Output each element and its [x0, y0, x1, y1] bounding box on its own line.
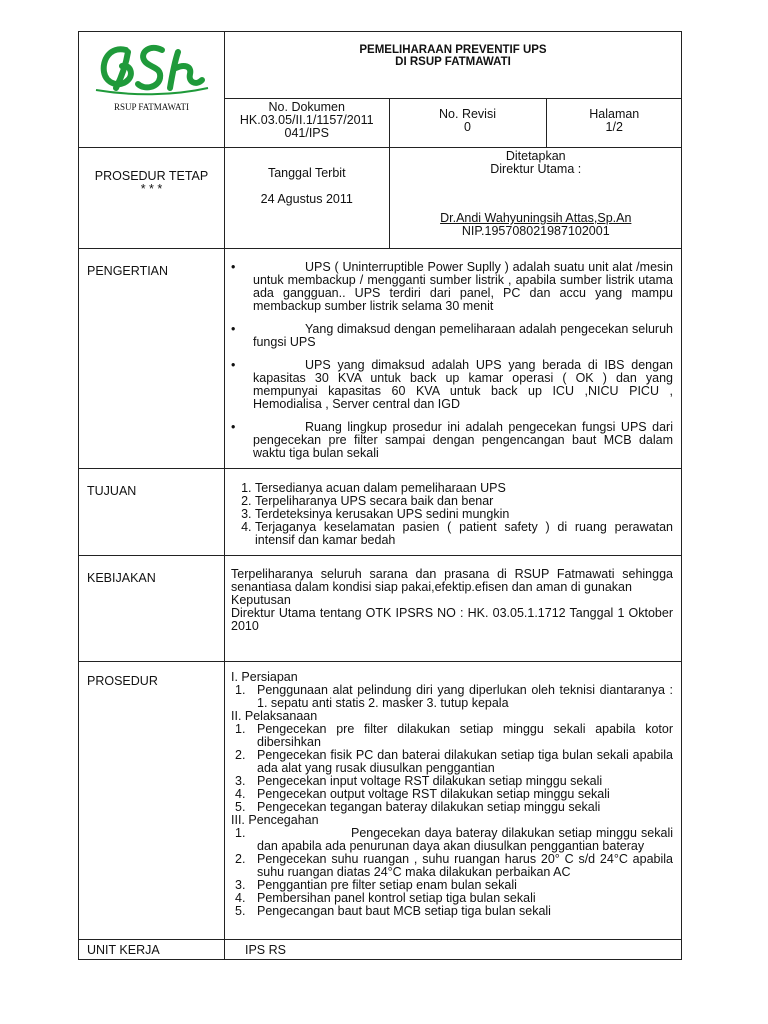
list-item: 5. Pengecekan tegangan bateray dilakukan setiap minggu sekali	[235, 800, 601, 814]
section-title-pencegahan: III. Pencegahan	[231, 813, 319, 827]
list-item: 1. Pengecekan pre filter dilakukan setiap minggu sekali apabila kotor dibersihkan	[235, 722, 673, 749]
list-item: 2. Pengecekan fisik PC dan baterai dilakukan setiap tiga bulan sekali apabila ada alat yang rusak diusulkan penggantian	[235, 748, 673, 775]
pencegahan-list	[231, 827, 673, 918]
protap-stars: * * *	[140, 182, 163, 196]
sop-table	[78, 31, 682, 960]
no-revisi-label: No. Revisi	[439, 107, 496, 121]
document-title-line2: DI RSUP FATMAWATI	[395, 56, 511, 68]
list-item: 4. Pengecekan output voltage RST dilakukan setiap minggu sekali	[235, 787, 610, 801]
list-item: 2. Pengecekan suhu ruangan , suhu ruangan harus 20° C s/d 24°C apabila suhu ruangan diatas 24°C maka dilakukan perbaikan AC	[235, 852, 673, 879]
list-item: 2. Terpeliharanya UPS secara baik dan benar	[255, 495, 673, 508]
direktur-text: Direktur Utama :	[490, 162, 582, 176]
pengertian-list	[231, 261, 673, 460]
tujuan-list	[231, 482, 673, 547]
bullet-icon: •	[231, 358, 236, 372]
kebijakan-content	[225, 556, 682, 662]
halaman-label: Halaman	[589, 107, 640, 121]
tanggal-label: Tanggal Terbit	[267, 166, 346, 180]
no-dokumen-cell	[225, 99, 389, 147]
list-item: 3. Penggantian pre filter setiap enam bulan sekali	[235, 878, 517, 892]
halaman-cell	[546, 99, 682, 147]
hospital-name: RSUP FATMAWATI	[113, 102, 190, 112]
doc-info-cell	[225, 99, 682, 148]
list-item: 4. Pembersihan panel kontrol setiap tiga bulan sekali	[235, 891, 536, 905]
no-revisi-cell	[389, 99, 546, 147]
list-item: 1. Tersedianya acuan dalam pemeliharaan UPS	[255, 482, 673, 495]
no-dokumen-value-2: 041/IPS	[284, 126, 329, 140]
ditetapkan-text: Ditetapkan	[505, 149, 566, 163]
halaman-value: 1/2	[605, 120, 623, 134]
list-item: 5. Pengecangan baut baut MCB setiap tiga bulan sekali	[235, 904, 551, 918]
bullet-icon: •	[231, 260, 236, 274]
list-item: 3. Terdeteksinya kerusakan UPS sedini mungkin	[255, 508, 673, 521]
list-item: • Yang dimaksud dengan pemeliharaan adalah pengecekan seluruh fungsi UPS	[231, 322, 673, 349]
document-title-cell	[225, 32, 682, 99]
protap-info-cell	[225, 148, 682, 249]
kebijakan-keputusan: Keputusan	[231, 593, 291, 607]
logo-cell	[79, 32, 225, 148]
bullet-icon: •	[231, 420, 236, 434]
list-item: • UPS yang dimaksud adalah UPS yang berada di IBS dengan kapasitas 30 KVA untuk back up kamar operasi ( OK ) dan yang mempunyai kapasitas 60 KVA untuk back up ICU ,NICU PICU , Hemodialisa , Server central dan IGD	[231, 358, 673, 411]
no-dokumen-label: No. Dokumen	[268, 100, 345, 114]
signer-name: Dr.Andi Wahyuningsih Attas,Sp.An	[440, 211, 632, 225]
pengertian-label: PENGERTIAN	[79, 249, 225, 469]
no-revisi-value: 0	[464, 120, 471, 134]
list-item: • Ruang lingkup prosedur ini adalah pengecekan fungsi UPS dari pengecekan pre filter sampai dengan pengencangan baut MCB dalam waktu tiga bulan sekali	[231, 420, 673, 460]
protap-label: PROSEDUR TETAP	[94, 169, 209, 183]
pengertian-content	[225, 249, 682, 469]
pelaksanaan-list	[231, 723, 673, 814]
bullet-icon: •	[231, 322, 236, 336]
document-page	[78, 31, 681, 960]
protap-label-cell	[79, 148, 225, 249]
prosedur-content	[225, 662, 682, 940]
list-item: 1. Pengecekan daya bateray dilakukan setiap minggu sekali dan apabila ada penurunan daya akan diusulkan penggantian bateray	[235, 826, 673, 853]
pengesahan-cell	[389, 148, 682, 248]
unit-kerja-label: UNIT KERJA	[79, 940, 225, 960]
tanggal-value: 24 Agustus 2011	[260, 192, 353, 206]
tujuan-content	[225, 469, 682, 556]
kebijakan-label: KEBIJAKAN	[79, 556, 225, 662]
kebijakan-paragraph: Terpeliharanya seluruh sarana dan prasana di RSUP Fatmawati sehingga senantiasa dalam kondisi siap pakai,efektip.efisen dan aman di gunakan	[231, 567, 673, 594]
rsf-logo-icon	[92, 38, 212, 96]
no-dokumen-value: HK.03.05/II.1/1157/2011	[239, 113, 374, 127]
list-item: • UPS ( Uninterruptible Power Suplly ) adalah suatu unit alat /mesin untuk membackup / mengganti sumber listrik , apabila sumber listrik utama ada gangguan.. UPS terdiri dari panel, PC dan accu yang mampu membackup sumber listrik selama 30 menit	[231, 260, 673, 313]
list-item: 4. Terjaganya keselamatan pasien ( patient safety ) di ruang perawatan intensif dan kamar bedah	[255, 521, 673, 547]
kebijakan-reference: Direktur Utama tentang OTK IPSRS NO : HK. 03.05.1.1712 Tanggal 1 Oktober 2010	[231, 606, 673, 633]
prosedur-label: PROSEDUR	[79, 662, 225, 940]
section-title-pelaksanaan: II. Pelaksanaan	[231, 709, 318, 723]
list-item: 3. Pengecekan input voltage RST dilakukan setiap minggu sekali	[235, 774, 603, 788]
list-item: 1. Penggunaan alat pelindung diri yang diperlukan oleh teknisi diantaranya : 1. sepatu anti statis 2. masker 3. tutup kepala	[235, 683, 673, 710]
document-title-line1: PEMELIHARAAN PREVENTIF UPS	[359, 44, 547, 56]
tujuan-label: TUJUAN	[79, 469, 225, 556]
signer-nip: NIP.195708021987102001	[461, 224, 610, 238]
unit-kerja-value: IPS RS	[225, 940, 682, 960]
persiapan-list	[231, 684, 673, 710]
section-title-persiapan: I. Persiapan	[231, 670, 298, 684]
tanggal-cell	[225, 148, 389, 248]
